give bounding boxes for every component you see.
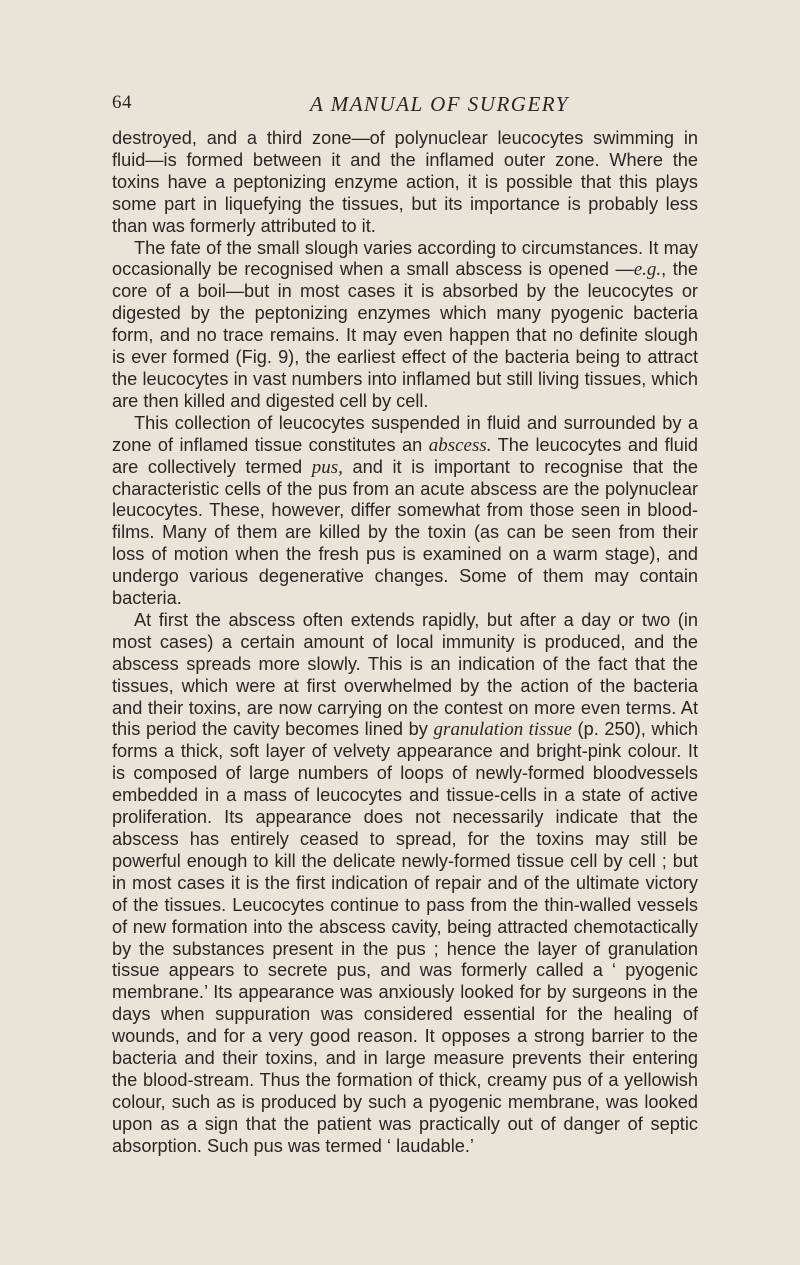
page-header (0, 92, 800, 122)
text-run: and it is important to recognise that the characteristic cells of the pus from an acute abscess are the polynuclear leucocytes. These, however, differ somewhat from those seen in blood-films. Many of them are killed by the toxin (as can be seen from their loss of motion when the fresh pus is examined on a warm stage), and undergo various degenerative changes. Some of them may contain bacteria. (112, 456, 698, 609)
text-run: This collection of leucocytes suspended in fluid and surrounded by a zone of inflamed tissue constitutes an (112, 412, 698, 455)
text-run: The leucocytes and fluid are collectively termed (112, 434, 698, 477)
text-run: , the core of a boil—but in most cases it is absorbed by the leucocytes or digested by the peptonizing enzymes which many pyogenic bacteria form, and no trace remains. It may even happen that no definite slough is ever formed (Fig. 9), the earliest effect of the bacteria being to attract the leucocytes in vast numbers into inflamed but still living tissues, which are then killed and digested cell by cell. (112, 259, 698, 411)
italic-run: e.g. (633, 259, 662, 281)
italic-term-abscess: abscess. (428, 434, 492, 456)
text-run: (p. 250), which forms a thick, soft layer of velvety appearance and bright-pink colour. It is composed of large numbers of loops of newly-formed bloodvessels embedded in a mass of leucocytes and tissue-cells in a state of active proliferation. Its appearance does not necessarily indicate that the abscess has entirely ceased to spread, for the toxins may still be powerful enough to kill the delicate newly-formed tissue cell by cell ; but in most cases it is the first indication of repair and of the ultimate victory of the tissues. Leucocytes continue to pass from the thin-walled vessels of new formation into the abscess cavity, being attracted chemotactically by the substances present in the pus ; hence the layer of granulation tissue appears to secrete pus, and was formerly called a ‘ pyogenic membrane.’ Its appearance was anxiously looked for by surgeons in the days when suppuration was considered essential for the healing of wounds, and for a very good reason. It opposes a strong barrier to the bacteria and their toxins, and in large measure prevents their entering the blood-stream. Thus the formation of thick, creamy pus of a yellowish colour, such as is produced by such a pyogenic membrane, was looked upon as a sign that the patient was practically out of danger of septic absorption. Such pus was termed ‘ laudable.’ (112, 719, 698, 1156)
paragraph (112, 238, 698, 413)
running-title: A MANUAL OF SURGERY (310, 92, 569, 116)
text-run: The fate of the small slough varies according to circumstances. It may occasionally be recognised when a small abscess is opened — (112, 237, 698, 280)
italic-term-granulation-tissue: granulation tissue (433, 719, 572, 741)
paragraph (112, 128, 698, 238)
body-text (112, 128, 698, 1158)
text-run: At first the abscess often extends rapidly, but after a day or two (in most cases) a certain amount of local immunity is produced, and the abscess spreads more slowly. This is an indication of the fact that the tissues, which were at first overwhelmed by the action of the bacteria and their toxins, are now carrying on the contest on more even terms. At this period the cavity becomes lined by (112, 609, 698, 740)
italic-term-pus: pus, (311, 456, 343, 478)
page-number: 64 (112, 92, 132, 113)
paragraph (112, 610, 698, 1158)
paragraph (112, 413, 698, 610)
text-run: destroyed, and a third zone—of polynuclear leucocytes swimming in fluid—is formed between it and the inflamed outer zone. Where the toxins have a peptonizing enzyme action, it is possible that this plays some part in liquefying the tissues, but its importance is probably less than was formerly attributed to it. (112, 128, 698, 236)
